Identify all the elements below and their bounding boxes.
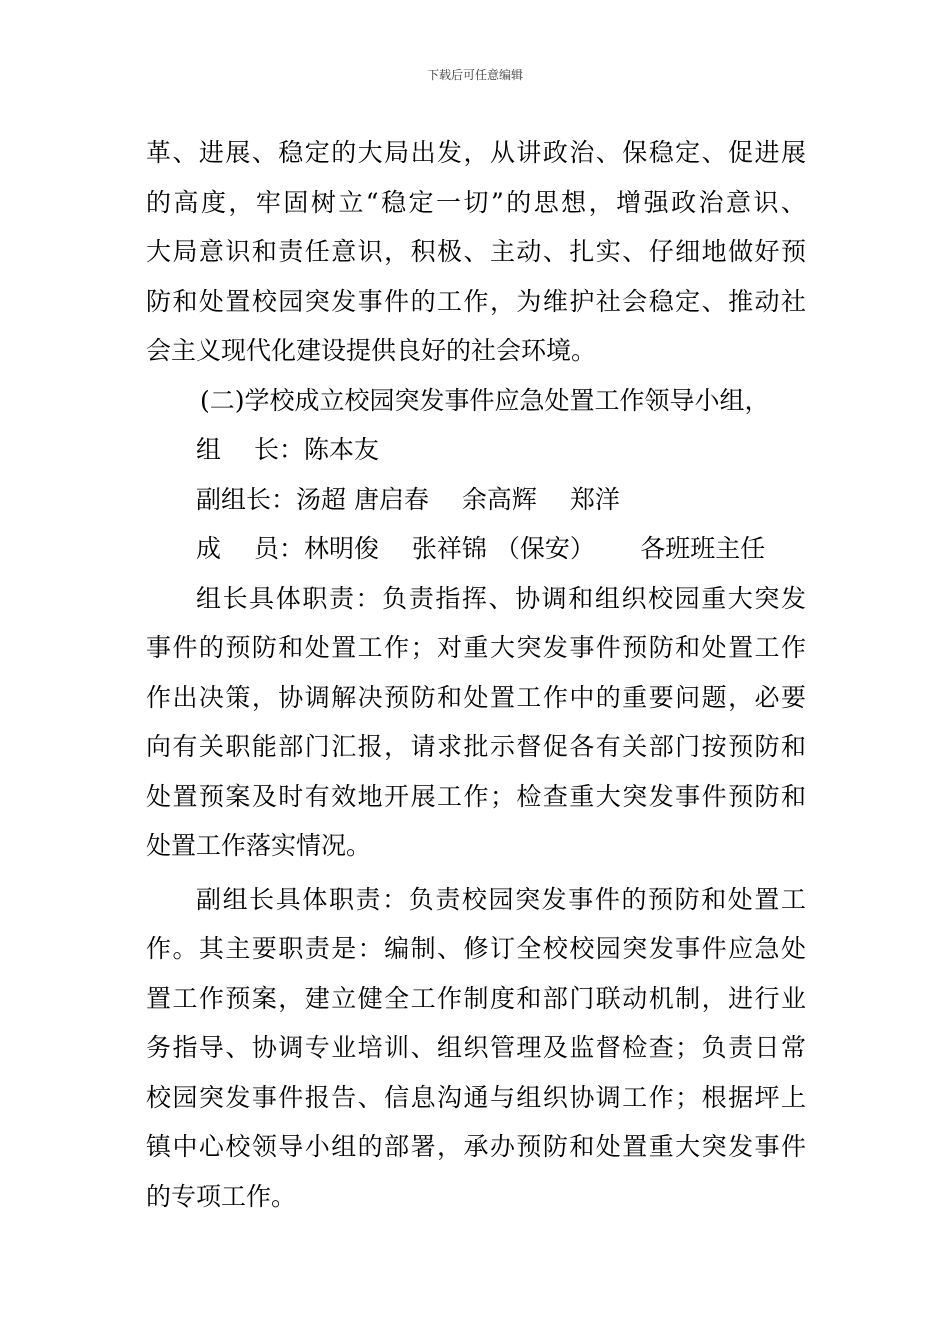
text-line: 的高度，牢固树立“稳定一切”的思想，增强政治意识、 <box>146 187 806 217</box>
text-line: 作。其主要职责是：编制、修订全校校园突发事件应急处 <box>146 934 806 963</box>
group-leader-line: 组 长：陈本友 <box>196 435 379 464</box>
text-line: 组长具体职责：负责指挥、协调和组织校园重大突发 <box>196 583 806 613</box>
document-body <box>146 128 806 1221</box>
text-line: 处置预案及时有效地开展工作；检查重大突发事件预防和 <box>146 781 806 811</box>
text-line: 革、进展、稳定的大局出发，从讲政治、保稳定、促进展 <box>146 138 806 167</box>
text-line: 大局意识和责任意识，积极、主动、扎实、仔细地做好预 <box>146 237 806 266</box>
paragraph-deputy-duties <box>146 875 806 1222</box>
text-line: 置工作预案，建立健全工作制度和部门联动机制，进行业 <box>146 983 806 1013</box>
group-members-line: 成 员：林明俊 张祥锦 （保安） 各班班主任 <box>196 534 766 563</box>
text-line: 镇中心校领导小组的部署，承办预防和处置重大突发事件 <box>146 1132 806 1161</box>
text-line: 作出决策，协调解决预防和处置工作中的重要问题，必要 <box>146 682 806 712</box>
text-line: 校园突发事件报告、信息沟通与组织协调工作；根据坪上 <box>146 1082 806 1112</box>
section-heading: (二)学校成立校园突发事件应急处置工作领导小组， <box>200 385 770 415</box>
text-line: 处置工作落实情况。 <box>146 831 372 860</box>
page-header-note: 下载后可任意编辑 <box>426 68 523 82</box>
text-line: 向有关职能部门汇报，请求批示督促各有关部门按预防和 <box>146 732 806 761</box>
group-deputy-line: 副组长：汤超 唐启春 余高辉 郑洋 <box>196 484 620 514</box>
text-line: 防和处置校园突发事件的工作，为维护社会稳定、推动社 <box>146 286 806 316</box>
text-line: 务指导、协调专业培训、组织管理及监督检查；负责日常 <box>146 1033 806 1062</box>
text-line: 副组长具体职责：负责校园突发事件的预防和处置工 <box>196 884 806 914</box>
text-line: 事件的预防和处置工作；对重大突发事件预防和处置工作 <box>146 633 806 662</box>
paragraph-continuation <box>146 128 806 376</box>
text-line: 会主义现代化建设提供良好的社会环境。 <box>146 336 597 365</box>
section-leadership-group <box>146 376 806 574</box>
paragraph-leader-duties <box>146 574 806 871</box>
text-line: 的专项工作。 <box>146 1181 297 1211</box>
